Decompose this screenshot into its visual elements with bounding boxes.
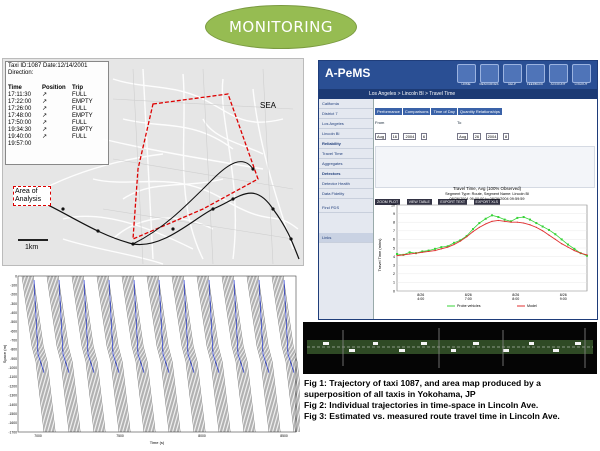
export-xls-button[interactable]: EXPORT XLS: [475, 200, 498, 204]
tab-performance[interactable]: Performance: [377, 109, 400, 114]
traj-y-tick: -1200: [8, 384, 17, 389]
model-point: [536, 227, 537, 228]
direction-label: Direction:: [8, 70, 34, 76]
taxi-row: 17:50:00 ↗ FULL: [8, 120, 87, 126]
legend-label: Model: [527, 304, 537, 308]
to-year-select[interactable]: 2004: [487, 134, 497, 139]
apems-window: [318, 60, 598, 320]
caption-fig1: Fig 1: Trajectory of taxi 1087, and area map produced by a superposition of all taxis in Yokohama, JP: [304, 378, 541, 399]
traj-y-tick: -800: [10, 347, 17, 352]
tab-comparisons[interactable]: Comparisons: [404, 109, 429, 114]
breadcrumb: Los Angeles > Lincoln Bl > Travel Time: [319, 89, 597, 99]
probe-point: [491, 214, 493, 216]
model-point: [441, 248, 442, 249]
chart-range: 08/26/2004 06:00:00 to 08/26/2004 09:59:59: [449, 197, 525, 201]
model-point: [567, 247, 568, 248]
probe-point: [573, 248, 575, 250]
caption-fig2: Fig 2: Individual trajectories in time-space in Lincoln Ave.: [304, 400, 539, 410]
traj-x-tick: 8500: [280, 434, 288, 438]
trajectory-y-label: Space (m): [2, 344, 7, 364]
options-panel: [375, 146, 595, 188]
taxi-row: 17:48:00 ↗ EMPTY: [8, 113, 93, 119]
logout-icon[interactable]: [572, 64, 591, 83]
model-point: [460, 241, 461, 242]
sidebar-item-california[interactable]: California: [319, 99, 373, 109]
x-tick-label: 8/26: [464, 293, 472, 297]
probe-point: [472, 228, 474, 230]
sidebar-item-data-fidelity[interactable]: Data Fidelity: [319, 189, 373, 199]
taxi-row: 19:40:00 ↗ FULL: [8, 134, 87, 140]
view-table-button[interactable]: VIEW TABLE: [408, 200, 430, 204]
model-point: [498, 220, 499, 221]
model-point: [529, 224, 530, 225]
chart-title: Travel Time, Avg (100% Observed): [452, 186, 522, 191]
to-label: To: [457, 120, 462, 125]
caption-fig3: Fig 3: Estimated vs. measured route travel time in Lincoln Ave.: [304, 411, 560, 421]
probe-point: [554, 233, 556, 235]
sidebar-item-links[interactable]: Links: [319, 233, 373, 243]
scale-label: 1km: [25, 244, 39, 251]
trajectory-svg: [2, 272, 300, 446]
traj-y-tick: -300: [10, 301, 17, 306]
export-text-button[interactable]: EXPORT TEXT: [440, 200, 466, 204]
traj-x-tick: 7000: [34, 434, 42, 438]
model-point: [453, 244, 454, 245]
to-hour-select[interactable]: 8: [504, 134, 508, 139]
traj-y-tick: -700: [10, 338, 17, 343]
y-tick-label: 7: [393, 229, 395, 234]
title-pill: [205, 5, 357, 49]
x-tick-label-time: 4:00: [417, 297, 425, 301]
from-year-select[interactable]: 2004: [405, 134, 415, 139]
y-tick-label: 3: [393, 263, 395, 268]
model-point: [422, 252, 423, 253]
taxi-row: 19:34:30 ↗ EMPTY: [8, 127, 93, 133]
resources-icon[interactable]: [480, 64, 499, 83]
probe-point: [440, 246, 442, 248]
traj-y-tick: -1600: [8, 421, 17, 426]
x-tick-label: 8/26: [417, 293, 425, 297]
taxi-row: 17:22:00 ↗ EMPTY: [8, 99, 93, 105]
probe-point: [542, 226, 544, 228]
model-point: [580, 253, 581, 254]
y-tick-label: 0: [393, 289, 395, 294]
model-point: [586, 254, 587, 255]
trajectory-plot: [2, 272, 300, 446]
probe-point: [516, 217, 518, 219]
help-icon[interactable]: [503, 64, 522, 83]
probe-point: [497, 216, 499, 218]
from-month-select[interactable]: Aug: [377, 134, 385, 139]
model-point: [548, 235, 549, 236]
taxi-row: 17:11:30 ↗ FULL: [8, 92, 87, 98]
col-time: Time: [8, 85, 22, 91]
probe-point: [478, 222, 480, 224]
model-point: [409, 253, 410, 254]
y-tick-label: 1: [393, 280, 395, 285]
scale-bar: [18, 239, 48, 241]
probe-point: [535, 222, 537, 224]
travel-time-chart: [375, 183, 593, 313]
sidebar-item-lincoln[interactable]: Lincoln Bl: [319, 129, 373, 139]
y-tick-label: 6: [393, 237, 395, 242]
model-point: [396, 255, 397, 256]
traj-x-tick: 8000: [198, 434, 206, 438]
from-hour-select[interactable]: 6: [422, 134, 426, 139]
apems-logo: A-PeMS: [325, 66, 371, 80]
figure-captions: [304, 378, 598, 422]
model-point: [485, 223, 486, 224]
sidebar-item-aggregates[interactable]: Aggregates: [319, 159, 373, 169]
page-title: MONITORING: [228, 18, 334, 36]
y-tick-label: 8: [393, 220, 395, 225]
y-tick-label: 5: [393, 246, 395, 251]
model-point: [415, 253, 416, 254]
traj-x-tick: 7500: [116, 434, 124, 438]
traj-y-tick: -400: [10, 311, 17, 316]
probe-point: [523, 216, 525, 218]
model-point: [466, 236, 467, 237]
x-tick-label: 8/26: [559, 293, 567, 297]
traj-y-tick: -600: [10, 329, 17, 334]
sidebar-item-district[interactable]: District 7: [319, 109, 373, 119]
model-point: [403, 254, 404, 255]
chart-subtitle: Segment Type: Route, Segment Name: Lincoln Bl: [445, 192, 529, 196]
to-day-select[interactable]: 26: [474, 134, 480, 139]
model-point: [428, 251, 429, 252]
apems-header: A-PeMS HOME RESOURCES HELP FEEDBACK ACCOUNT LOGOUT: [319, 61, 597, 89]
video-frame-svg: [303, 322, 597, 374]
y-tick-label: 10: [391, 203, 395, 208]
traj-y-tick: -200: [10, 292, 17, 297]
traj-y-tick: -1100: [8, 375, 17, 380]
x-tick-label-time: 9:00: [559, 297, 567, 301]
model-point: [447, 247, 448, 248]
account-icon[interactable]: [549, 64, 568, 83]
sidebar-item-travel-time[interactable]: Travel Time: [319, 149, 373, 159]
traj-y-tick: -1500: [8, 411, 17, 416]
sidebar-item-los-angeles[interactable]: Los Angeles: [319, 119, 373, 129]
y-axis-label: Travel Time (mins): [377, 238, 382, 272]
model-point: [523, 222, 524, 223]
traj-y-tick: -1700: [8, 430, 17, 435]
probe-point: [567, 244, 569, 246]
zoom-plot-button[interactable]: ZOOM PLOT: [377, 200, 399, 204]
model-point: [472, 231, 473, 232]
tab-time-of-day[interactable]: Time of Day: [433, 109, 455, 114]
feedback-icon[interactable]: [526, 64, 545, 83]
probe-point: [453, 242, 455, 244]
apems-main: [375, 99, 595, 319]
traj-y-tick: -1000: [8, 366, 17, 371]
traj-y-tick: -500: [10, 320, 17, 325]
x-tick-label: 8/26: [512, 293, 520, 297]
model-point: [517, 222, 518, 223]
traj-y-tick: -100: [10, 283, 17, 288]
from-label: From: [375, 120, 385, 125]
model-point: [574, 250, 575, 251]
probe-point: [396, 253, 398, 255]
trajectory-x-label: Time (s): [149, 440, 165, 445]
x-tick-label-time: 8:00: [512, 297, 520, 301]
sidebar-item-detector-health[interactable]: Detector Health: [319, 179, 373, 189]
taxi-date: Date:12/14/2001: [43, 63, 88, 69]
probe-point: [485, 218, 487, 220]
model-point: [542, 230, 543, 231]
taxi-map: [2, 58, 304, 266]
sidebar-item-find-pds[interactable]: Find PDS: [319, 203, 373, 213]
model-point: [479, 227, 480, 228]
traj-y-tick: -900: [10, 356, 17, 361]
model-point: [510, 222, 511, 223]
tab-quantity[interactable]: Quantity Relationships: [459, 109, 500, 114]
probe-point: [561, 238, 563, 240]
home-icon[interactable]: [457, 64, 476, 83]
probe-point: [548, 229, 550, 231]
video-strip: [303, 322, 597, 374]
probe-point: [529, 219, 531, 221]
probe-point: [434, 248, 436, 250]
y-tick-label: 2: [393, 272, 395, 277]
sea-label: SEA: [260, 101, 277, 110]
sidebar-item-reliability[interactable]: Reliability: [319, 139, 373, 149]
to-month-select[interactable]: Aug: [459, 134, 467, 139]
traj-y-tick: 0: [15, 274, 17, 279]
legend-label: Probe vehicles: [457, 304, 481, 308]
from-day-select[interactable]: 16: [392, 134, 398, 139]
model-point: [561, 243, 562, 244]
traj-y-tick: -1400: [8, 402, 17, 407]
taxi-row: 17:26:00 ↗ FULL: [8, 106, 87, 112]
y-tick-label: 9: [393, 211, 395, 216]
taxi-id: Taxi ID:1087: [8, 63, 42, 69]
taxi-row: 19:57:00: [8, 141, 32, 147]
y-tick-label: 4: [393, 254, 395, 259]
sidebar-item-detectors[interactable]: Detectors: [319, 169, 373, 179]
area-of-analysis-label: Area of Analysis: [13, 186, 51, 206]
model-point: [434, 250, 435, 251]
traj-y-tick: -1300: [8, 393, 17, 398]
taxi-info-box: [5, 61, 109, 165]
apems-sidebar: [319, 99, 374, 319]
probe-point: [504, 219, 506, 221]
model-point: [555, 239, 556, 240]
model-point: [504, 221, 505, 222]
probe-point: [409, 251, 411, 253]
model-point: [491, 221, 492, 222]
col-trip: Trip: [72, 85, 84, 91]
x-tick-label-time: 7:00: [464, 297, 472, 301]
col-position: Position: [42, 85, 66, 91]
